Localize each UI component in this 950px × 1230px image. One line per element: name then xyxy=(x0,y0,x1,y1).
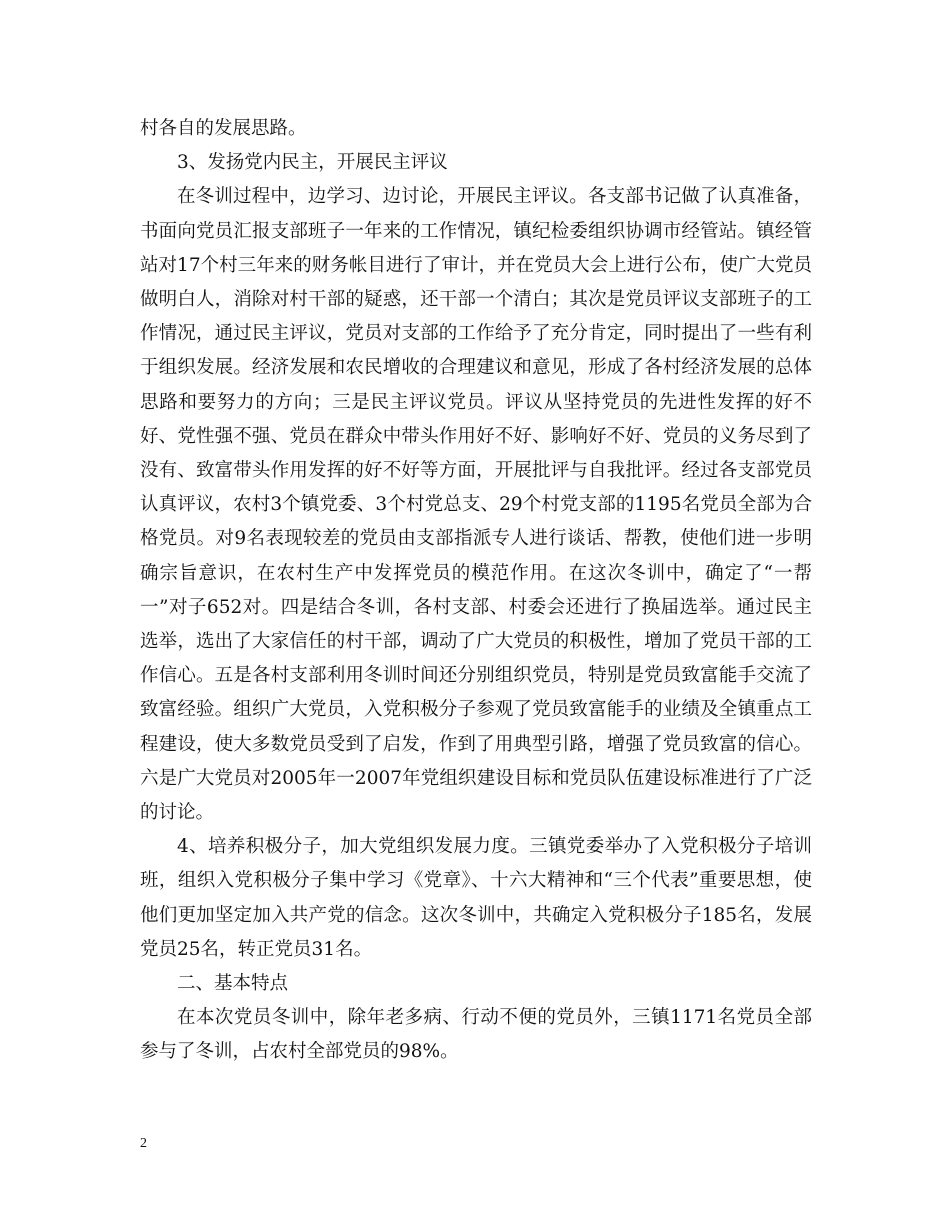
paragraph-participation: 在本次党员冬训中，除年老多病、行动不便的党员外，三镇1171名党员全部参与了冬训，占农村全部党员的98%。 xyxy=(140,1007,812,1063)
document-body xyxy=(140,112,812,1070)
paragraph-activists: 4、培养积极分子，加大党组织发展力度。三镇党委举办了入党积极分子培训班，组织入党积极分子集中学习《党章》、十六大精神和“三个代表”重要思想，使他们更加坚定加入共产党的信念。这次冬训中，共确定入党积极分子185名，发展党员25名，转正党员31名。 xyxy=(140,836,812,960)
section-heading-democracy: 3、发扬党内民主，开展民主评议 xyxy=(177,152,448,174)
paragraph-continuation: 村各自的发展思路。 xyxy=(140,118,307,139)
paragraph-democratic-review: 在冬训过程中，边学习、边讨论，开展民主评议。各支部书记做了认真准备，书面向党员汇报支部班子一年来的工作情况，镇纪检委组织协调市经管站。镇经管站对17个村三年来的财务帐目进行了审计，并在党员大会上进行公布，使广大党员做明白人，消除对村干部的疑惑，还干部一个清白；其次是党员评议支部班子的工作情况，通过民主评议，党员对支部的工作给予了充分肯定，同时提出了一些有利于组织发展。经济发展和农民增收的合理建议和意见，形成了各村经济发展的总体思路和要努力的方向；三是民主评议党员。评议从坚持党员的先进性发挥的好不好、党性强不强、党员在群众中带头作用好不好、影响好不好、党员的义务尽到了没有、致富带头作用发挥的好不好等方面，开展批评与自我批评。经过各支部党员认真评议，农村3个镇党委、3个村党总支、29个村党支部的1195名党员全部为合格党员。对9名表现较差的党员由支部指派专人进行谈话、帮教，使他们进一步明确宗旨意识，在农村生产中发挥党员的模范作用。在这次冬训中，确定了“一帮一”对子652对。四是结合冬训，各村支部、村委会还进行了换届选举。通过民主选举，选出了大家信任的村干部，调动了广大党员的积极性，增加了党员干部的工作信心。五是各村支部利用冬训时间还分别组织党员，特别是党员致富能手交流了致富经验。组织广大党员，入党积极分子参观了党员致富能手的业绩及全镇重点工程建设，使大多数党员受到了启发，作到了用典型引路，增强了党员致富的信心。六是广大党员对2005年一2007年党组织建设目标和党员队伍建设标准进行了广泛的讨论。 xyxy=(140,186,812,824)
section-heading-features: 二、基本特点 xyxy=(177,973,289,995)
page-number: 2 xyxy=(140,1136,147,1151)
